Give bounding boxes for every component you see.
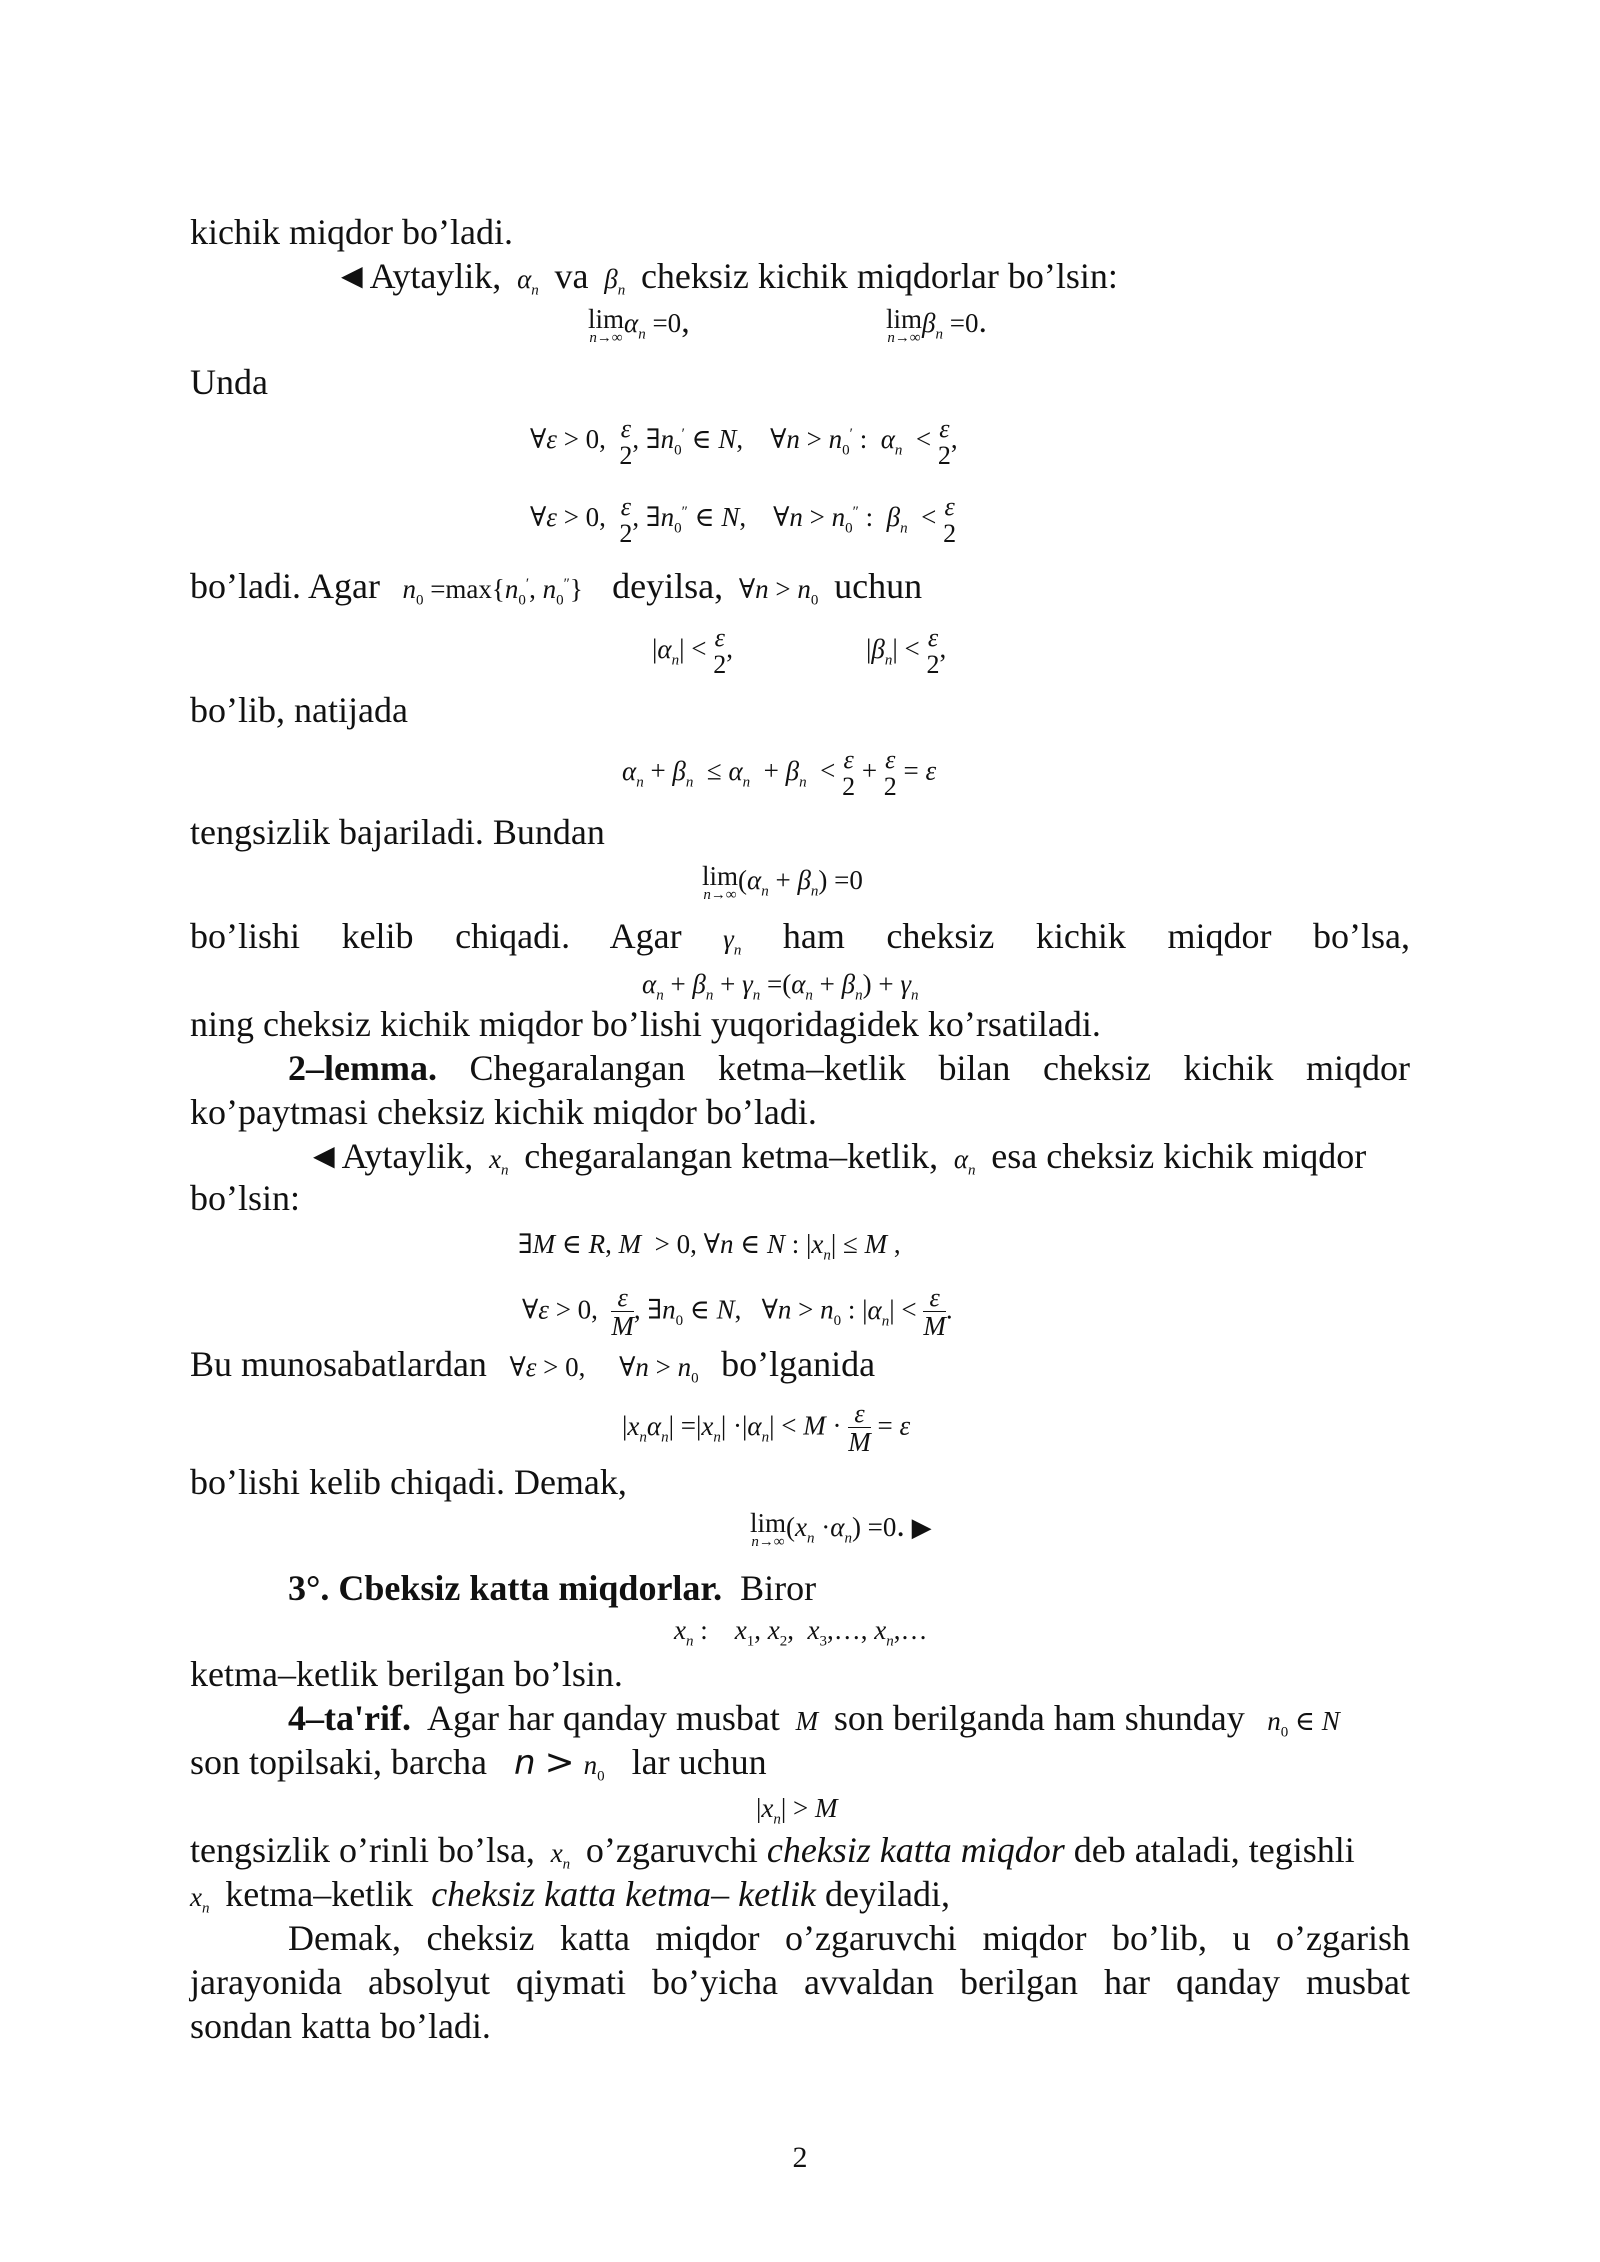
text-fragment: lar uchun (631, 1742, 767, 1782)
text-fragment: cheksiz kichik miqdorlar bo’lsin: (640, 256, 1118, 296)
text-fragment: son berilganda ham shunday (833, 1698, 1245, 1738)
math-inline: $x_n$ (543, 1838, 571, 1873)
math-inline: $n > n_0$ (513, 1742, 605, 1785)
math-inline: $\alpha_n$ (947, 1144, 976, 1179)
math-inline: $n_0$ ∈ N (1267, 1706, 1340, 1741)
math-inline: $x_n$ (190, 1882, 210, 1917)
text-line: ko’paytmasi cheksiz kichik miqdor bo’ladi. (190, 1092, 817, 1132)
math-inline: $\alpha_n$ (510, 264, 539, 299)
text-fragment: ◄Aytaylik, (306, 1136, 474, 1176)
text-line (334, 254, 1118, 312)
text-line: bo’lib, natijada (190, 690, 408, 730)
formula: $|\beta_n|$ < ε 2 , (866, 623, 947, 680)
math-inline: $\beta_n$ (597, 264, 626, 299)
text-fragment: ham cheksiz kichik miqdor bo’lsa, (782, 916, 1410, 956)
text-line: sondan katta bo’ladi. (190, 2006, 491, 2046)
formula: ∀ε > 0, ε 2 , $\exists n_0'$ ∈ N, ∀n > $n_0'$ : $\alpha_n$ < ε 2 , (530, 413, 958, 470)
text-fragment: bo’ladi. Agar (190, 566, 380, 606)
text-fragment: Bu munosabatlardan (190, 1344, 487, 1384)
text-line (288, 1046, 1410, 1090)
text-line (190, 562, 922, 622)
text-fragment: bo’lishi kelib chiqadi. Agar (190, 916, 682, 956)
math-inline: ∀ε > 0, ∀n > $n_0$ (495, 1352, 699, 1387)
text-fragment: Chegaralangan ketma–ketlik bilan cheksiz kichik miqdor (469, 1048, 1410, 1088)
text-fragment: Agar har qanday musbat (426, 1698, 780, 1738)
page-number: 2 (792, 2141, 808, 2174)
text-line: bo’lishi kelib chiqadi. Demak, (190, 1462, 627, 1502)
text-fragment: chegaralangan ketma–ketlik, (524, 1136, 939, 1176)
text-fragment: ketma–ketlik (225, 1874, 414, 1914)
math-inline: $n_0 =\max\{n_0'$, $n_0''$} (402, 574, 604, 609)
formula: ∃M ∈ R, M > 0, ∀n ∈ N : $|x_n| \le M$ , (518, 1229, 901, 1264)
text-fragment: uchun (834, 566, 923, 606)
math-inline: $\gamma_n$ (723, 924, 742, 959)
formula: ∀ε > 0, ε 2 , $\exists n_0''$ ∈ N, ∀n > $n_0''$ : $\beta_n$ < ε 2 (530, 491, 957, 548)
text-fragment: Biror (740, 1568, 817, 1608)
formula: $|x_n\alpha_n| =|x_n| \cdot|\alpha_n| < M$ · $\frac{\varepsilon}{M}$ = ε (622, 1399, 911, 1458)
definition-label: 4–ta'rif. (288, 1698, 411, 1738)
text-line (190, 1342, 875, 1400)
formula: lim n→∞ $\alpha_n =0$, (588, 303, 690, 346)
text-line: bo’lsin: (190, 1178, 301, 1218)
text-fragment: va (554, 256, 589, 296)
text-line: Demak, cheksiz katta miqdor o’zgaruvchi miqdor bo’lib, u o’zgarish (288, 1918, 1410, 1958)
formula: lim n→∞ $(x_n \cdot\alpha_n) =0$. ▶ (750, 1507, 932, 1550)
math-inline: M (788, 1706, 825, 1736)
formula: $\alpha_n + \beta_n \le \alpha_n + \beta_n$ < ε 2 + ε 2 = ε (622, 745, 937, 802)
formula: $|x_n| > M$ (756, 1793, 838, 1828)
text-fragment: son topilsaki, barcha (190, 1742, 487, 1782)
lemma-label: 2–lemma. (288, 1048, 437, 1088)
formula: $\alpha_n + \beta_n + \gamma_n =(\alpha_n + \beta_n) + \gamma_n$ (642, 969, 919, 1004)
text-line: ketma–ketlik berilgan bo’lsin. (190, 1654, 623, 1694)
formula: lim n→∞ $\beta_n =0$. (886, 303, 987, 346)
formula: $x_n$ : $x_1$, $x_2$, $x_3,\dots$, $x_n,\dots$ (674, 1615, 928, 1650)
text-line (190, 1740, 767, 1798)
text-fragment: bo’lganida (721, 1344, 876, 1384)
text-fragment: deyilsa, (612, 566, 724, 606)
formula: ∀ε > 0, $\frac{\varepsilon}{M}$ , $\exists n_0$ ∈ N, ∀n > $n_0$ : $|\alpha_n|$ < $\frac{\varepsilon}{M}$ . (522, 1283, 953, 1342)
text-line (306, 1134, 1366, 1192)
text-line: kichik miqdor bo’ladi. (190, 212, 513, 252)
text-line: Unda (190, 362, 268, 402)
math-inline: $x_n$ (482, 1144, 509, 1179)
text-fragment: tengsizlik o’rinli bo’lsa, (190, 1830, 535, 1870)
text-fragment: ◄Aytaylik, (334, 256, 502, 296)
math-inline: ∀n > $n_0$ (732, 574, 819, 609)
formula: lim n→∞ $(\alpha_n + \beta_n) =0$ (702, 860, 863, 903)
heading-text: 3°. Cbeksiz katta miqdorlar. (288, 1568, 723, 1608)
formula: $|\alpha_n|$ < ε 2 , (652, 623, 733, 680)
text-line: tengsizlik bajariladi. Bundan (190, 812, 605, 852)
text-line: jarayonida absolyut qiymati bo’yicha avvaldan berilgan har qanday musbat (190, 1962, 1410, 2002)
text-fragment: esa cheksiz kichik miqdor (991, 1136, 1367, 1176)
text-fragment: deyiladi, (825, 1874, 950, 1914)
text-fragment: o’zgaruvchi (585, 1830, 758, 1870)
term-italic: cheksiz katta miqdor (766, 1830, 1065, 1870)
section-heading (288, 1566, 816, 1610)
term-italic: cheksiz katta ketma– ketlik (431, 1874, 817, 1914)
text-line: ning cheksiz kichik miqdor bo’lishi yuqoridagidek ko’rsatiladi. (190, 1004, 1101, 1044)
text-fragment: deb ataladi, tegishli (1073, 1830, 1355, 1870)
